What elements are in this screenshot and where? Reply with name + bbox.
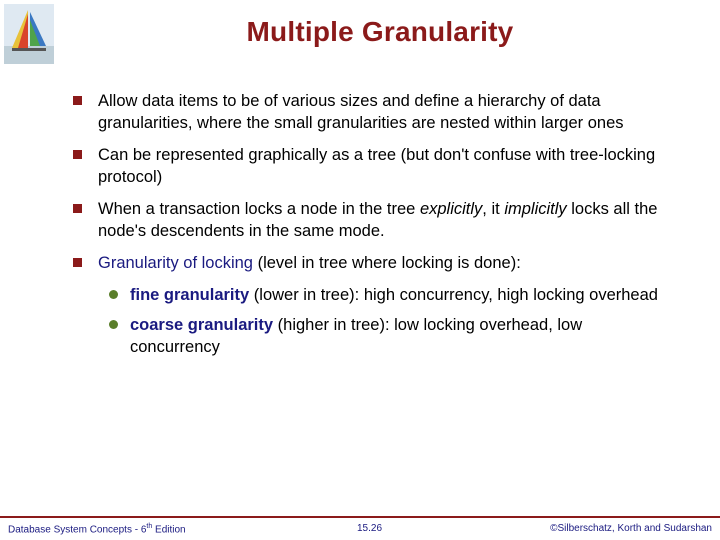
page-title: Multiple Granularity bbox=[246, 16, 514, 47]
bullet-text-pre: When a transaction locks a node in the tree bbox=[98, 200, 420, 218]
bullet-item bbox=[73, 198, 673, 242]
square-bullet-icon bbox=[73, 150, 82, 159]
sub-bullet-term: coarse granularity bbox=[130, 316, 274, 334]
round-bullet-icon bbox=[109, 320, 118, 329]
bullet-text-mid: , it bbox=[482, 200, 505, 218]
bullet-text-explicit: explicitly bbox=[419, 200, 483, 218]
footer-copyright: ©Silberschatz, Korth and Sudarshan bbox=[550, 523, 712, 534]
sub-bullet-text: (lower in tree): high concurrency, high locking overhead bbox=[249, 286, 658, 304]
bullet-text-implicit: implicitly bbox=[504, 200, 567, 218]
footer-page-number: 15.26 bbox=[357, 523, 383, 534]
sub-bullet-text: (higher in tree): low locking overhead, low concurrency bbox=[130, 316, 583, 356]
sub-bullet-term: fine granularity bbox=[130, 286, 250, 304]
sub-bullet-item bbox=[73, 314, 673, 358]
footer-book-title: Database System Concepts - 6th Edition bbox=[8, 523, 186, 536]
bullet-text-post: locks all the node's descendents in the same mode. bbox=[98, 200, 658, 240]
slide-content bbox=[73, 90, 673, 366]
bullet-item bbox=[73, 252, 673, 274]
sub-bullet-item bbox=[73, 284, 673, 306]
bullet-text: Can be represented graphically as a tree (but don't confuse with tree-locking protocol) bbox=[98, 146, 656, 186]
square-bullet-icon bbox=[73, 258, 82, 267]
bullet-text-term: Granularity of locking bbox=[98, 254, 253, 272]
bullet-item bbox=[73, 144, 673, 188]
square-bullet-icon bbox=[73, 96, 82, 105]
footer-divider bbox=[0, 516, 720, 518]
round-bullet-icon bbox=[109, 290, 118, 299]
bullet-text: (level in tree where locking is done): bbox=[253, 254, 521, 272]
bullet-item bbox=[73, 90, 673, 134]
bullet-text: Allow data items to be of various sizes and define a hierarchy of data granularities, where the small granularities are nested within larger ones bbox=[98, 92, 624, 132]
square-bullet-icon bbox=[73, 204, 82, 213]
